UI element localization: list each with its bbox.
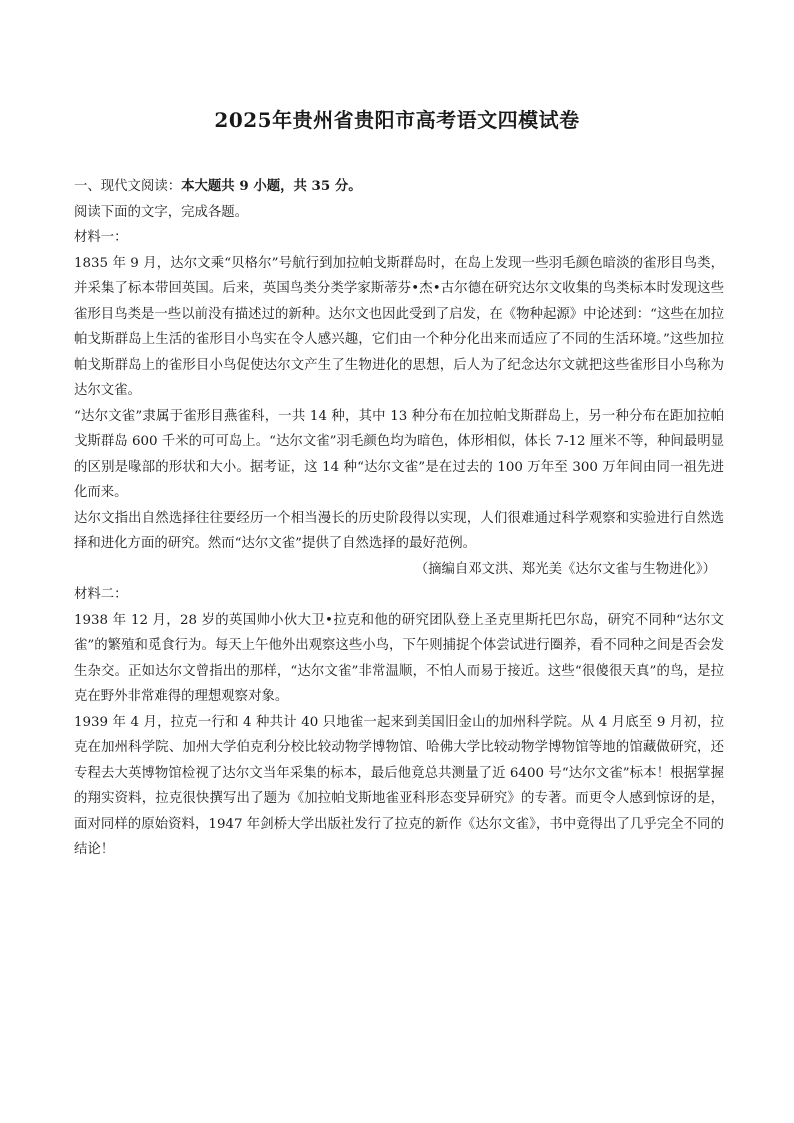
document-body — [74, 174, 724, 863]
instruction-text: 阅读下面的文字，完成各题。 — [74, 204, 249, 220]
section-prefix: 一、现代文阅读： — [74, 179, 182, 194]
section-info: 本大题共 9 小题，共 35 分。 — [181, 178, 362, 194]
material1-paragraph-1: 1835 年 9 月，达尔文乘“贝格尔”号航行到加拉帕戈斯群岛时，在岛上发现一些羽毛颜色暗淡的雀形目鸟类，并采集了标本带回英国。后来，英国鸟类分类学家斯蒂芬•杰•古尔德在研究达尔文收集的鸟类标本时发现这些雀形目鸟类是一些以前没有描述过的新种。达尔文也因此受到了启发，在《物种起源》中论述到：“这些在加拉帕戈斯群岛上生活的雀形目小鸟实在令人感兴趣，它们由一个种分化出来而适应了不同的生活环境。”这些加拉帕戈斯群岛上的雀形目小鸟促使达尔文产生了生物进化的思想，后人为了纪念达尔文就把这些雀形目小鸟称为达尔文雀。 — [74, 255, 724, 398]
material1-paragraph-2: “达尔文雀”隶属于雀形目燕雀科，一共 14 种，其中 13 种分布在加拉帕戈斯群岛上，另一种分布在距加拉帕戈斯群岛 600 千米的可可岛上。“达尔文雀”羽毛颜色均为暗色，体形相似，体长 7-12 厘米不等，种间最明显的区别是喙部的形状和大小。据考证，这 14 种“达尔文雀”是在过去的 100 万年至 300 万年间由同一祖先进化而来。 — [74, 408, 724, 500]
material1-source: （摘编自邓文洪、郑光美《达尔文雀与生物进化》） — [414, 561, 716, 577]
material2-paragraph-1: 1938 年 12 月，28 岁的英国帅小伙大卫•拉克和他的研究团队登上圣克里斯托巴尔岛，研究不同种“达尔文雀”的繁殖和觅食行为。每天上午他外出观察这些小鸟，下午则捕捉个体尝试进行圈养，看不同种之间是否会发生杂交。正如达尔文曾指出的那样，“达尔文雀”非常温顺，不怕人而易于接近。这些“很傻很天真”的鸟，是拉克在野外非常难得的理想观察对象。 — [74, 612, 724, 704]
material1-label: 材料一： — [74, 230, 128, 245]
section-heading — [74, 174, 724, 200]
page-title: 2025年贵州省贵阳市高考语文四模试卷 — [214, 108, 580, 132]
material1-paragraph-3: 达尔文指出自然选择往往要经历一个相当漫长的历史阶段得以实现，人们很难通过科学观察和实验进行自然选择和进化方面的研究。然而“达尔文雀”提供了自然选择的最好范例。 — [74, 510, 724, 551]
material2-paragraph-2: 1939 年 4 月，拉克一行和 4 种共计 40 只地雀一起来到美国旧金山的加州科学院。从 4 月底至 9 月初，拉克在加州科学院、加州大学伯克利分校比较动物学博物馆、哈佛大学比较动物学博物馆等地的馆藏做研究，还专程去大英博物馆检视了达尔文当年采集的标本，最后他竟总共测量了近 6400 号“达尔文雀”标本！根据掌握的翔实资料，拉克很快撰写出了题为《加拉帕戈斯地雀亚科形态变异研究》的专著。而更令人感到惊讶的是，面对同样的原始资料，1947 年剑桥大学出版社发行了拉克的新作《达尔文雀》，书中竟得出了几乎完全不同的结论！ — [74, 714, 724, 857]
material2-label: 材料二： — [74, 587, 128, 602]
